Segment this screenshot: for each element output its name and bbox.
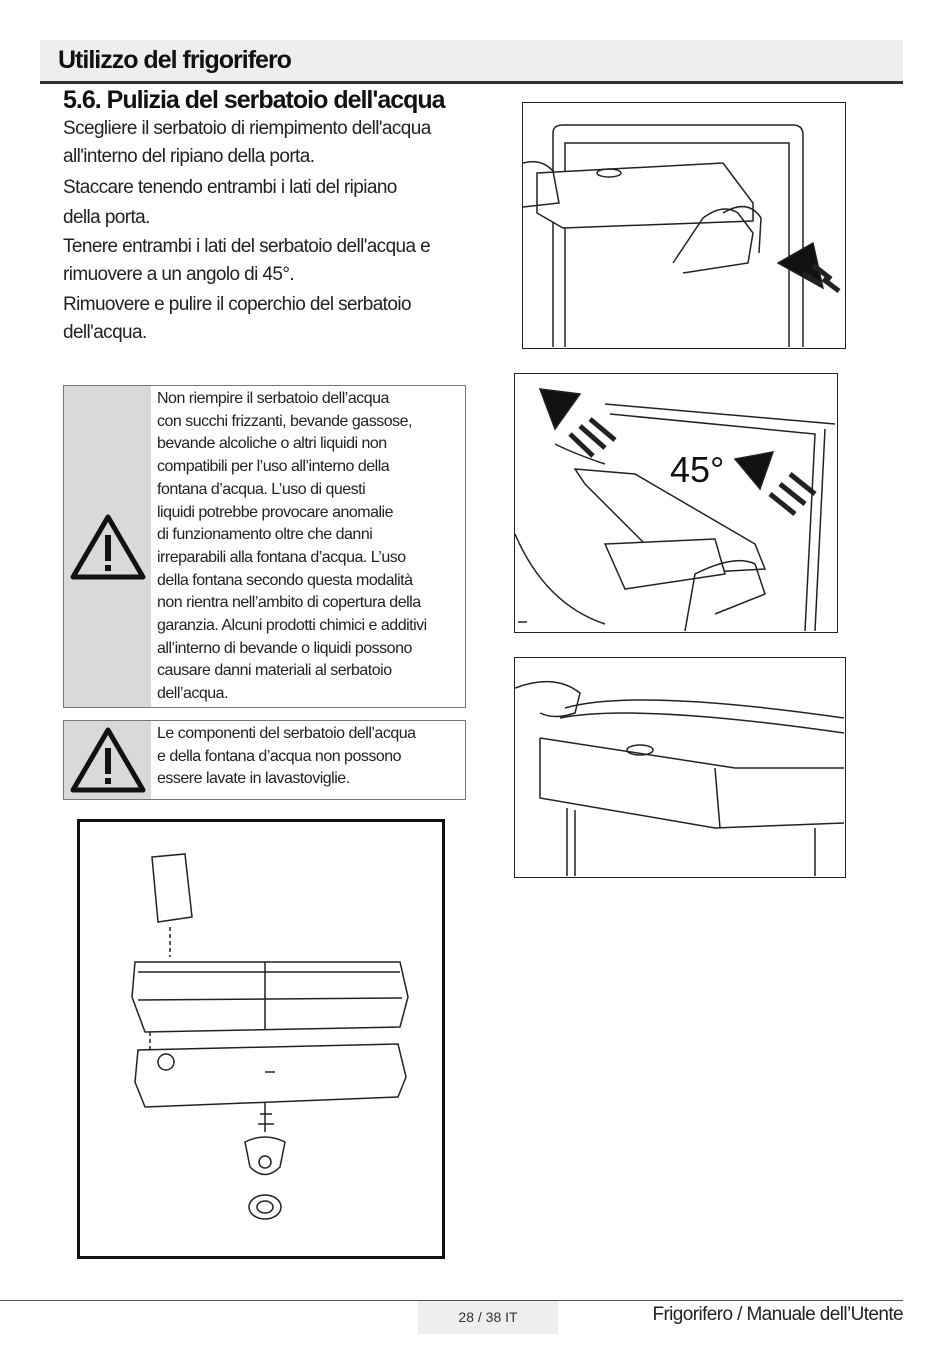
figure-remove-shelf [522, 102, 846, 349]
footer-doc-title: Frigorifero / Manuale dell’Utente [652, 1304, 903, 1325]
figure-tank-45-degrees [514, 373, 838, 633]
figure-lid-removal [514, 657, 846, 878]
angle-label: 45° [670, 449, 725, 490]
page-number: 28 / 38 IT [418, 1301, 558, 1334]
section-title: 5.6. Pulizia del serbatoio dell'acqua [63, 86, 445, 114]
warning-text-2: Le componenti del serbatoio dell’acqua e della fontana d’acqua non possono essere lavate in lavastoviglie. [157, 725, 416, 788]
paragraph-2: Staccare tenendo entrambi i lati del ripiano della porta. [63, 177, 397, 228]
warning-triangle-icon [64, 721, 151, 799]
warning-box-1 [63, 385, 466, 708]
paragraph-1: Scegliere il serbatoio di riempimento dell'acqua all'interno del ripiano della porta. [63, 118, 431, 167]
warning-box-2 [63, 720, 466, 800]
page-header [40, 40, 903, 84]
paragraph-4: Rimuovere e pulire il coperchio del serbatoio dell'acqua. [63, 294, 411, 343]
warning-triangle-icon [64, 386, 151, 707]
header-title: Utilizzo del frigorifero [58, 46, 291, 74]
warning-text-1: Non riempire il serbatoio dell’acqua con succhi frizzanti, bevande gassose, bevande alcoliche o altri liquidi non compatibili per l’uso all’interno della fontana d’acqua. L’uso di questi liquidi potrebbe provocare anomalie di funzionamento oltre che danni irreparabili alla fontana d’acqua. L’uso della fontana secondo questa modalità non rientra nell’ambito di copertura della garanzia. Alcuni prodotti chimici e additivi all’interno di bevande o liquidi possono causare danni materiali al serbatoio dell’acqua. [157, 390, 427, 703]
paragraph-3: Tenere entrambi i lati del serbatoio dell'acqua e rimuovere a un angolo di 45°. [63, 236, 431, 285]
figure-tank-exploded-view [77, 819, 445, 1259]
